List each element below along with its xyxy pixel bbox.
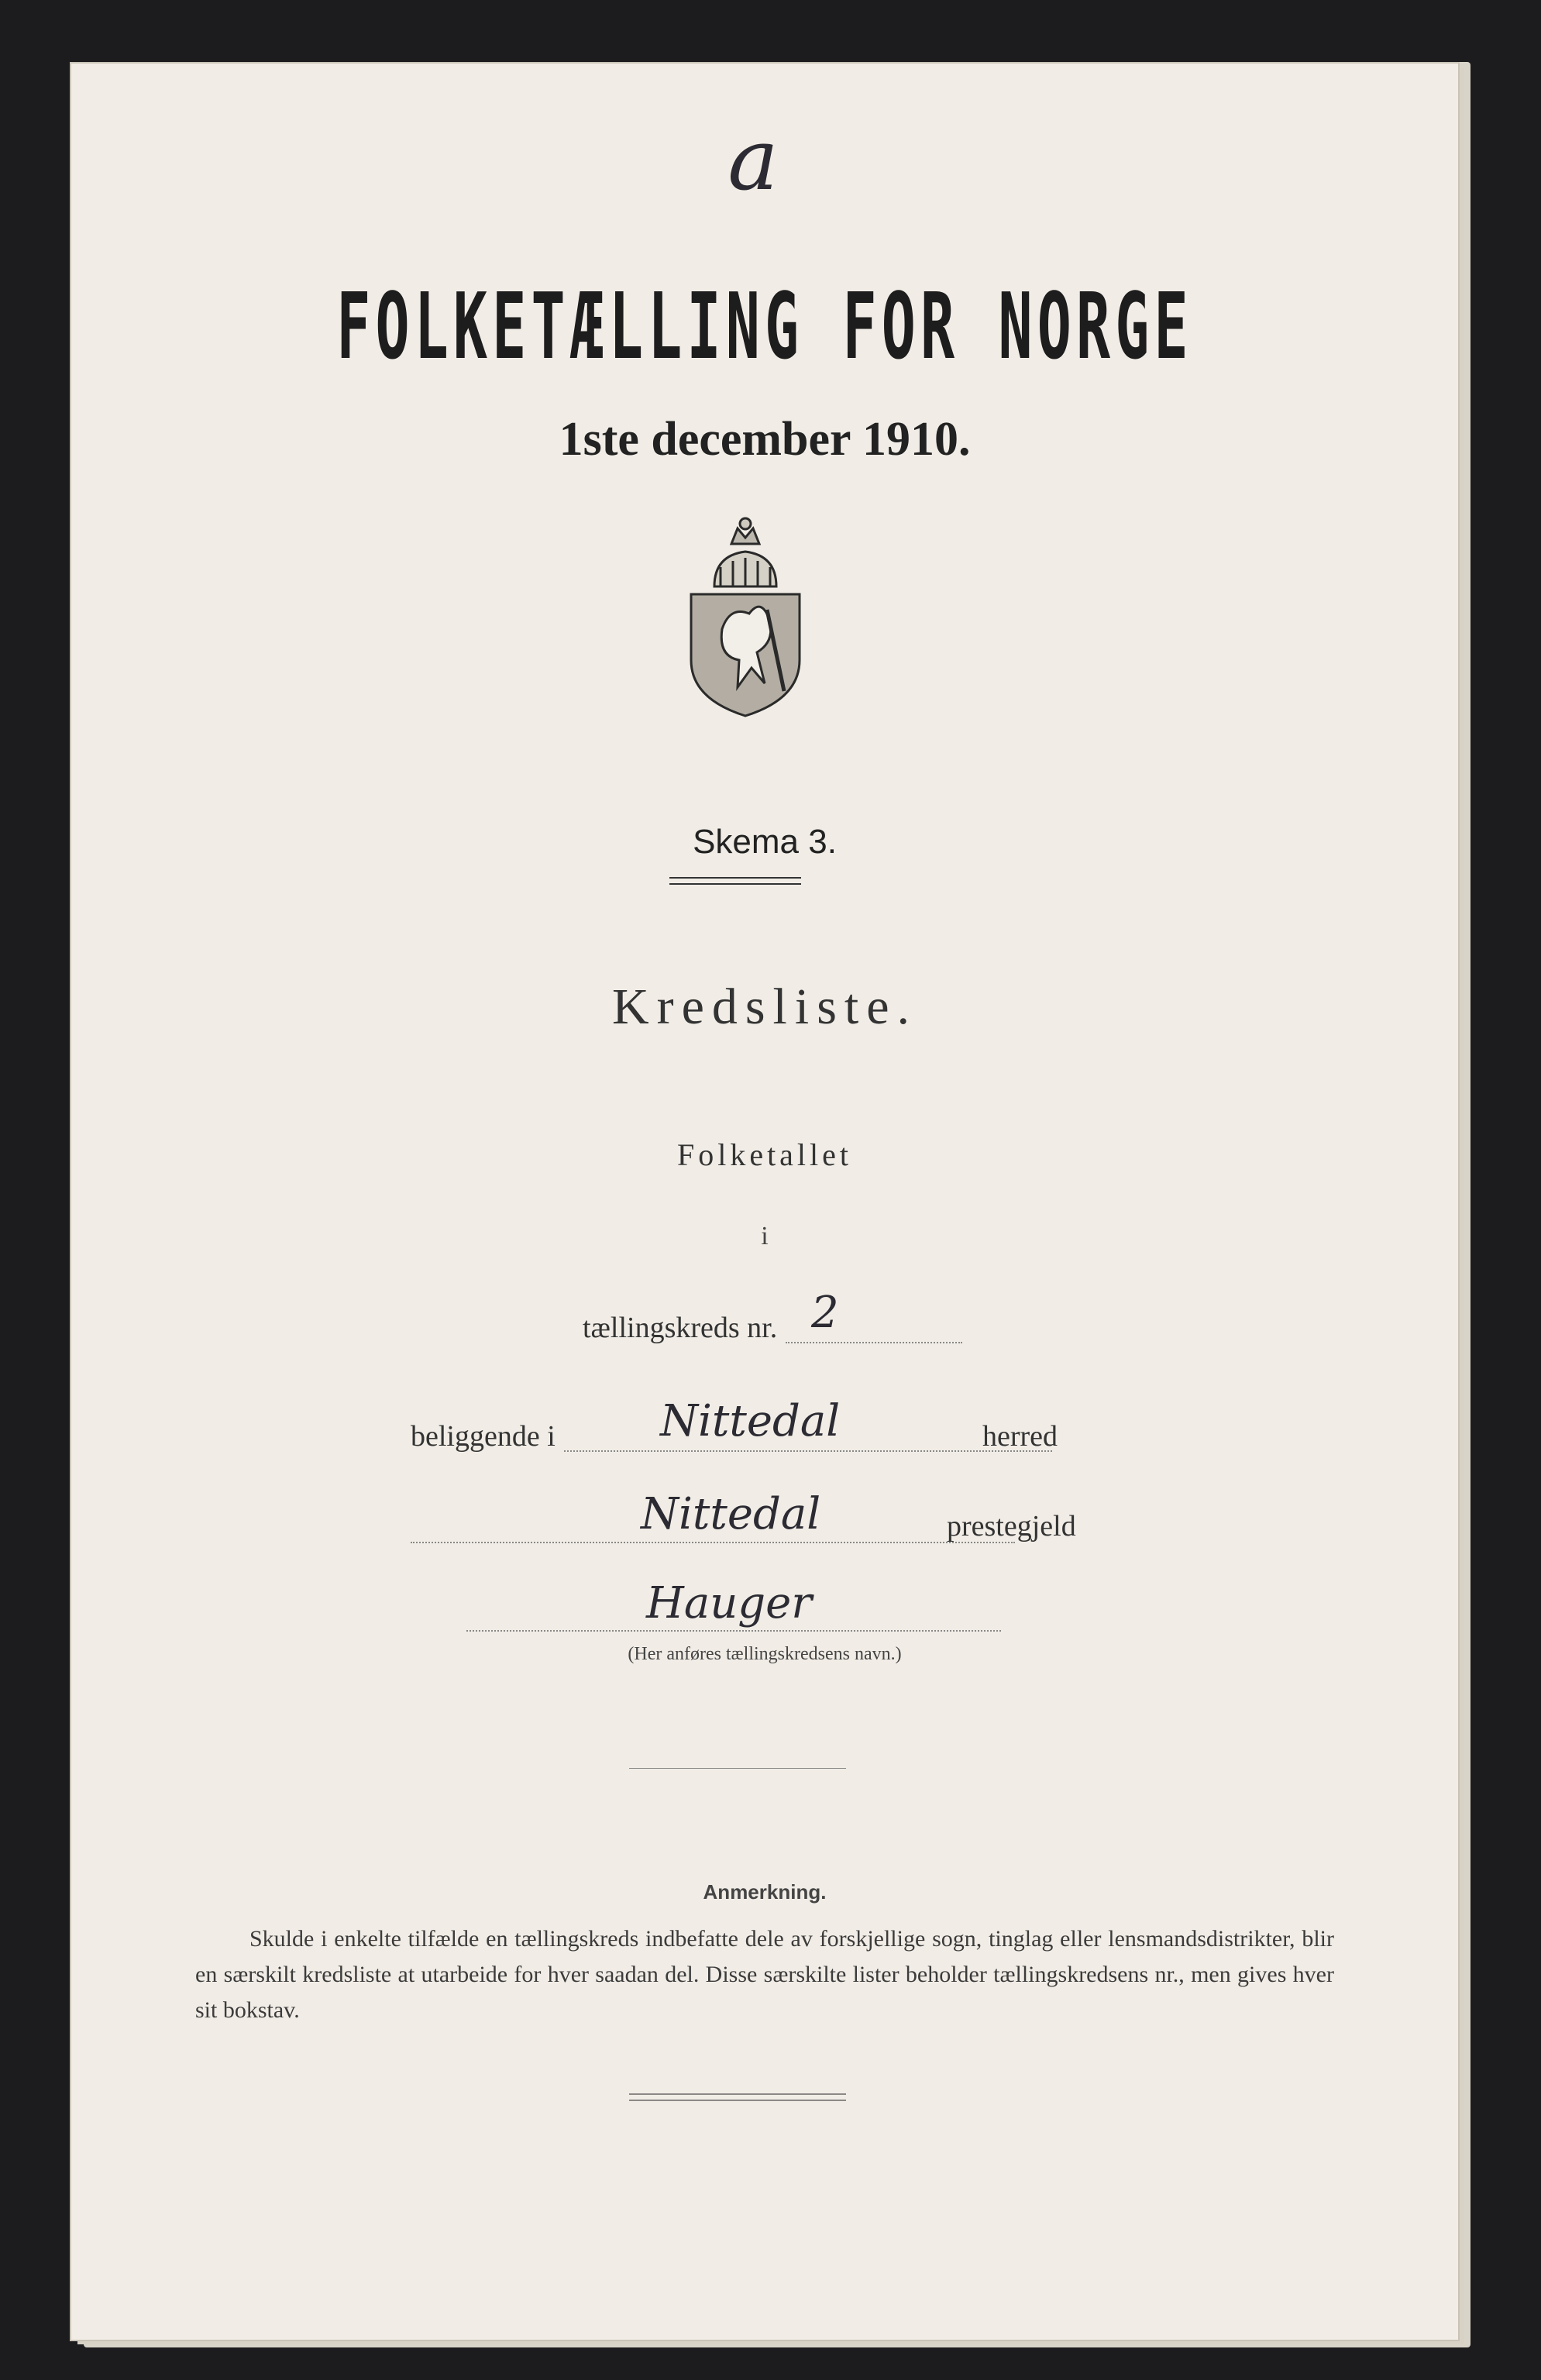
herred-value: Nittedal [660,1396,841,1446]
schema-underline-2 [669,883,801,885]
schema-underline [669,877,801,879]
note-text: Skulde i enkelte tilfælde en tællingskreds indbefatte dele av forskjellige sogn, tinglag eller lensmandsdistrikter, blir en særskilt kredsliste at utarbeide for hver saadan del. Disse særskilte lister beholder tællingskredsens nr., men gives hver sit bokstav. [195,1926,1334,2023]
district-number-label: tællingskreds nr. [583,1312,778,1344]
sheet-letter: a [728,110,779,209]
closing-rule-2 [629,2100,846,2101]
intro-text: Folketallet [676,1137,853,1172]
district-name-value: Hauger [646,1578,813,1629]
list-title: Kredsliste. [611,978,918,1035]
herred-line [564,1450,1052,1452]
district-name-line [466,1630,1001,1632]
census-form-page [71,64,1458,2340]
herred-label: herred [982,1420,1058,1453]
form-title: FOLKETÆLLING FOR NORGE [336,273,1193,380]
district-number-line [786,1342,962,1343]
preposition-text: i [761,1222,769,1250]
coat-of-arms-icon [683,513,807,722]
parish-value: Nittedal [641,1489,821,1539]
schema-number: Skema 3. [693,823,837,861]
parish-label: prestegjeld [947,1510,1076,1543]
closing-rule [629,2093,846,2095]
located-in-label: beliggende i [411,1420,556,1453]
parish-line [411,1542,1015,1543]
district-number-value: 2 [811,1288,839,1338]
divider [629,1768,846,1769]
census-date: 1ste december 1910. [559,413,971,466]
note-heading: Anmerkning. [703,1880,827,1904]
district-name-caption: (Her anføres tællingskredsens navn.) [628,1644,902,1664]
